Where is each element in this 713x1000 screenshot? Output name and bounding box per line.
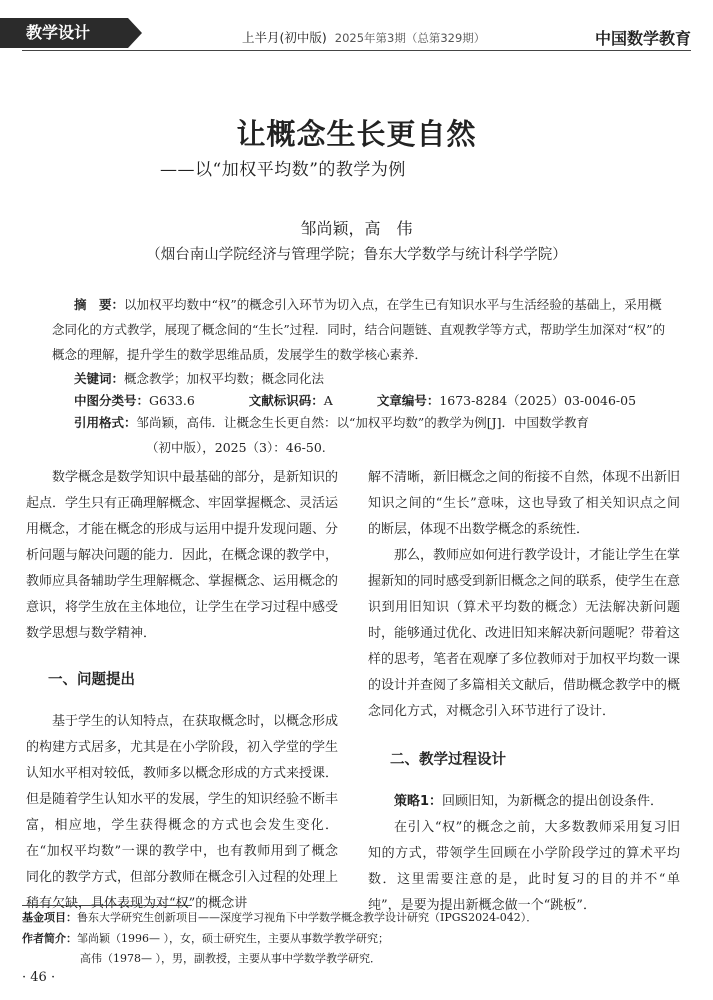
bio-label: 作者简介： (22, 932, 77, 945)
left-column (26, 465, 338, 917)
section-heading: 一、问题提出 (48, 672, 135, 688)
keywords-text: 概念教学；加权平均数；概念同化法 (124, 371, 325, 386)
doc-code-value: A (323, 393, 333, 408)
doc-code-label: 文献标识码： (248, 393, 324, 408)
paragraph: 那么，教师应如何进行教学设计，才能让学生在掌握新知的同时感受到新旧概念之间的联系，使学生在意识到用旧知识（算术平均数的概念）无法解决新问题时，能够通过优化、改进旧知来解决新问题呢？带着这样的思考，笔者在观摩了多位教师对于加权平均数一课的设计并查阅了多篇相关文献后，借助概念教学中的概念同化方式，对概念引入环节进行了设计． (368, 548, 681, 719)
header-rule (22, 50, 691, 51)
edition-label: 上半月(初中版) (242, 30, 327, 45)
fund-text: 鲁东大学研究生创新项目——深度学习视角下中学数学概念教学设计研究（IPGS2024-042）． (77, 911, 538, 924)
citation (74, 410, 692, 460)
paragraph: 基于学生的认知特点，在获取概念时，以概念形成的构建方式居多，尤其是在小学阶段，初入学堂的学生认知水平相对较低，教师多以概念形成的方式来授课．但是随着学生认知水平的发展，学生的知识经验不断丰富，相应地，学生获得概念的方式也会发生变化．在“加权平均数”一课的教学中，也有教师用到了概念同化的教学方式，但部分教师在概念引入过程的处理上稍有欠缺，具体表现为对“权”的概念讲 (26, 714, 339, 911)
bio-line-1: 邹尚颖（1996— ），女，硕士研究生，主要从事数学教学研究； (77, 932, 389, 945)
keywords-label: 关键词： (74, 371, 125, 386)
article-no-label: 文章编号： (376, 393, 440, 408)
abstract-text: 以加权平均数中“权”的概念引入环节为切入点，在学生已有知识水平与生活经验的基础上，采用概念同化的方式教学，展现了概念间的“生长”过程．同时，结合问题链、直观教学等方式，帮助学生加深对“权”的概念的理解，提升学生的数学思维品质，发展学生的数学核心素养． (52, 297, 666, 362)
issue-label: 2025年第3期（总第329期） (334, 31, 486, 45)
citation-line-1: 邹尚颖，高伟．让概念生长更自然：以“加权平均数”的教学为例[J]．中国数学教育 (136, 415, 590, 430)
paragraph: 解不清晰，新旧概念之间的衔接不自然，体现不出新旧知识之间的“生长”意味，这也导致了相关知识点之间的断层，体现不出数学概念的系统性． (368, 470, 681, 537)
abstract-label: 摘 要： (74, 297, 125, 312)
right-column (368, 465, 680, 919)
citation-label: 引用格式： (74, 415, 137, 430)
strategy-line (368, 789, 680, 815)
article-subtitle: ——以“加权平均数”的教学为例 (160, 160, 406, 180)
paragraph: 数学概念是数学知识中最基础的部分，是新知识的起点．学生只有正确理解概念、牢固掌握概念、灵活运用概念，才能在概念的形成与运用中提升发现问题、分析问题与解决问题的能力．因此，在概念课的教学中，教师应具备辅助学生理解概念、掌握概念、运用概念的意识，将学生放在主体地位，让学生在学习过程中感受数学思想与数学精神． (26, 470, 339, 641)
article-no-value: 1673-8284（2025）03-0046-05 (439, 393, 637, 408)
bio-line-2: 高伟（1978— ），男，副教授，主要从事中学数学教学研究． (80, 952, 381, 965)
fund-label: 基金项目： (22, 911, 77, 924)
article-title: 让概念生长更自然 (236, 117, 477, 151)
footnote-rule (22, 905, 192, 906)
running-header (242, 28, 485, 46)
paragraph: 在引入“权”的概念之前，大多数教师采用复习旧知的方式，带领学生回顾在小学阶段学过的算术平均数．这里需要注意的是，此时复习的目的并不“单纯”，是要为提出新概念做一个“跳板”． (368, 820, 680, 913)
abstract (52, 292, 670, 367)
journal-name: 中国数学教育 (594, 29, 691, 48)
page-number: · 46 · (22, 970, 56, 985)
author-bio (22, 929, 389, 969)
authors: 邹尚颖，高 伟 (300, 219, 413, 238)
citation-line-2: （初中版），2025（3）：46-50. (146, 440, 326, 455)
strategy-text: 回顾旧知，为新概念的提出创设条件． (442, 794, 664, 809)
fund-note (22, 908, 537, 928)
section-heading: 二、教学过程设计 (390, 752, 506, 768)
strategy-label: 策略1： (394, 794, 443, 809)
clc-value: G633.6 (149, 393, 195, 408)
clc-label: 中图分类号： (74, 393, 150, 408)
section-tag: 教学设计 (0, 18, 128, 48)
affiliation: （烟台南山学院经济与管理学院；鲁东大学数学与统计科学学院） (146, 247, 567, 263)
